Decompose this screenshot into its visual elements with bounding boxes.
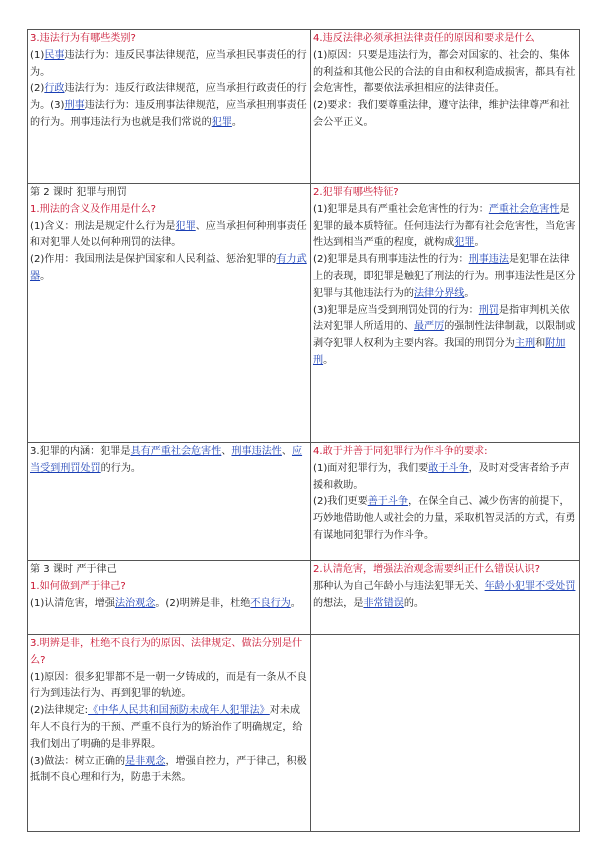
text-run: (1)原因：只要是违法行为，都会对国家的、社会的、集体的利益和其他公民的合法的自由和权利造成损害，都具有社会危害性，都要依法承担相应的法律责任。: [313, 49, 576, 95]
key-term: 刑事违法性: [231, 446, 282, 457]
text-run: 的强制性法律制裁，以限制或剥夺犯罪人权利为主要内容。我国的刑罚分为: [313, 321, 576, 350]
paragraph: [30, 703, 308, 753]
key-term: 刑事违法: [468, 254, 509, 266]
question-heading: [313, 444, 577, 461]
cell-r5-left: [28, 635, 311, 832]
cell-r5-right-empty: [311, 635, 580, 832]
text-run: 是犯罪在法律上的表现，即犯罪是触犯了刑法的行为。刑事违法性是区分犯罪与其他违法行为的: [313, 254, 576, 299]
question-heading: [30, 636, 308, 670]
heading-text: 1.刑法的含义及作用是什么?: [30, 203, 157, 215]
question-heading: [313, 562, 577, 579]
key-term: 犯罪: [175, 220, 196, 232]
text-run: ，增强自控力，严于律己，积极抵制不良心理和行为，防患于未然。: [30, 755, 307, 784]
text-run: 。: [231, 116, 242, 128]
text-run: 是指审判机关依法对犯罪人所适用的、: [313, 304, 570, 333]
text-run: (2)法律规定:: [30, 705, 89, 717]
question-heading: [313, 31, 577, 48]
text-run: 违法行为：违反刑事法律规范，应当承担刑事责任的行为。刑事违法行为也就是我们常说的: [30, 100, 307, 128]
key-term: 法律分界线: [413, 287, 465, 299]
paragraph: [30, 596, 308, 613]
text-run: 。: [323, 354, 334, 366]
key-term: 行政: [44, 83, 65, 95]
text-run: (2)要求：我们要尊重法律，遵守法律，维护法律尊严和社会公平正义。: [313, 100, 570, 128]
text-run: ，及时对受害者给予声援和救助。: [313, 462, 570, 491]
paragraph: [30, 219, 308, 253]
key-term: 《中华人民共和国预防未成年人犯罪法》: [88, 705, 270, 717]
text-run: 。: [474, 237, 485, 249]
key-term: 有力武器: [30, 254, 307, 282]
paragraph: [30, 670, 308, 704]
paragraph: [313, 579, 577, 613]
key-term: 是非观念: [125, 755, 166, 767]
text-run: (1)原因：很多犯罪都不是一朝一夕铸成的，而是有一条从不良行为到违法行为、再到犯罪的轨迹。: [30, 671, 307, 700]
text-run: (3)做法：树立正确的: [30, 755, 126, 767]
key-term: 犯罪: [211, 116, 232, 128]
paragraph: [30, 185, 308, 202]
cell-r3-right: [311, 443, 580, 561]
key-term: 犯罪: [454, 237, 475, 249]
heading-text: 2.犯罪有哪些特征?: [313, 187, 399, 198]
text-run: (1)含义：刑法是规定什么行为是: [30, 220, 176, 232]
text-run: (2)我们更要: [313, 496, 368, 508]
text-run: 和: [535, 338, 546, 350]
cell-r1-right: [311, 30, 580, 184]
heading-text: 2.认清危害，增强法治观念需要纠正什么错误认识?: [313, 564, 540, 575]
text-run: 。(2)明辨是非，杜绝: [155, 597, 251, 609]
key-term: 具有严重社会危害性: [130, 446, 222, 457]
paragraph: [30, 48, 308, 82]
key-term: 刑罚: [478, 304, 499, 316]
text-run: 的行为。: [100, 462, 142, 474]
text-run: (2)犯罪是具有刑事违法性的行为：: [313, 254, 469, 266]
text-run: (1)犯罪是具有严重社会危害性的行为：: [313, 203, 489, 215]
text-run: 。: [290, 597, 301, 609]
paragraph: [313, 461, 577, 495]
cell-r2-left: [28, 184, 311, 443]
key-term: 刑事: [64, 100, 85, 112]
notes-table: [27, 29, 580, 832]
text-run: (3)犯罪是应当受到刑罚处罚的行为：: [313, 304, 479, 316]
text-run: 3.犯罪的内涵：犯罪是: [30, 446, 131, 457]
paragraph: [313, 303, 577, 370]
cell-r1-left: [28, 30, 311, 184]
text-run: 违法行为：违反行政法律规范，应当承担行政责任的行为。(3): [30, 83, 307, 112]
key-term: 法治观念: [114, 597, 156, 609]
text-run: ，在保全自己、减少伤害的前提下，巧妙地借助他人或社会的力量，采取机智灵活的方式，有勇有谋地同犯罪行为作斗争。: [313, 496, 576, 541]
key-term: 主刑: [514, 338, 536, 350]
text-run: (2): [30, 83, 45, 95]
text-run: 、: [221, 446, 232, 457]
heading-text: 3.明辨是非，杜绝不良行为的原因、法律规定、做法分别是什么?: [30, 638, 303, 666]
key-term: 不良行为: [250, 597, 291, 609]
text-run: 第 3 课时 严于律己: [30, 564, 117, 575]
heading-text: 3.违法行为有哪些类别?: [30, 33, 136, 44]
heading-text: 4.违反法律必须承担法律责任的原因和要求是什么: [313, 33, 535, 44]
paragraph: [313, 494, 577, 544]
paragraph: [30, 444, 308, 478]
text-run: 对未成年人不良行为的干预、严重不良行为的矫治作了明确规定，给我们划出了明确的是非界限。: [30, 705, 303, 750]
text-run: 是犯罪的最本质特征。任何违法行为都有社会危害性，当危害性达到相当严重的程度，就构成: [313, 203, 576, 249]
key-term: 年龄小犯罪不受处罚: [484, 580, 576, 592]
question-heading: [313, 185, 577, 202]
text-run: (1)面对犯罪行为，我们要: [313, 462, 429, 474]
key-term: 最严厉: [413, 321, 445, 333]
key-term: 民事: [44, 49, 65, 61]
key-term: 附加刑: [313, 338, 566, 366]
text-run: (1): [30, 49, 45, 61]
question-heading: [30, 579, 308, 596]
key-term: 严重社会危害性: [488, 203, 560, 215]
cell-r4-right: [311, 561, 580, 635]
text-run: 违法行为：违反民事法律规范，应当承担民事责任的行为。: [30, 49, 307, 78]
cell-r3-left: [28, 443, 311, 561]
text-run: 、应当承担何种刑事责任和对犯罪人处以何种刑罚的法律。: [30, 220, 307, 249]
text-run: (1)认清危害，增强: [30, 597, 115, 609]
text-run: 的想法，是: [313, 597, 364, 609]
heading-text: 4.敢于并善于同犯罪行为作斗争的要求:: [313, 446, 488, 457]
paragraph: [30, 252, 308, 286]
paragraph: [313, 48, 577, 98]
paragraph: [313, 202, 577, 252]
heading-text: 1.如何做到严于律己?: [30, 580, 126, 592]
question-heading: [30, 202, 308, 219]
key-term: 敢于斗争: [428, 462, 469, 474]
paragraph: [313, 252, 577, 302]
cell-r4-left: [28, 561, 311, 635]
cell-r2-right: [311, 184, 580, 443]
text-run: (2)作用：我国刑法是保护国家和人民利益、惩治犯罪的: [30, 254, 277, 266]
text-run: 。: [464, 287, 475, 299]
paragraph: [313, 98, 577, 132]
text-run: 的。: [403, 597, 425, 609]
key-term: 善于斗争: [367, 496, 409, 508]
text-run: 。: [40, 270, 51, 282]
question-heading: [30, 31, 308, 48]
paragraph: [30, 754, 308, 788]
text-run: 那种认为自己年龄小与违法犯罪无关、: [313, 580, 485, 592]
key-term: 非常错误: [363, 597, 404, 609]
key-term: 应当受到刑罚处罚: [30, 446, 303, 474]
text-run: 第 2 课时 犯罪与刑罚: [30, 187, 127, 198]
paragraph: [30, 562, 308, 579]
text-run: 、: [281, 446, 292, 457]
paragraph: [30, 81, 308, 131]
